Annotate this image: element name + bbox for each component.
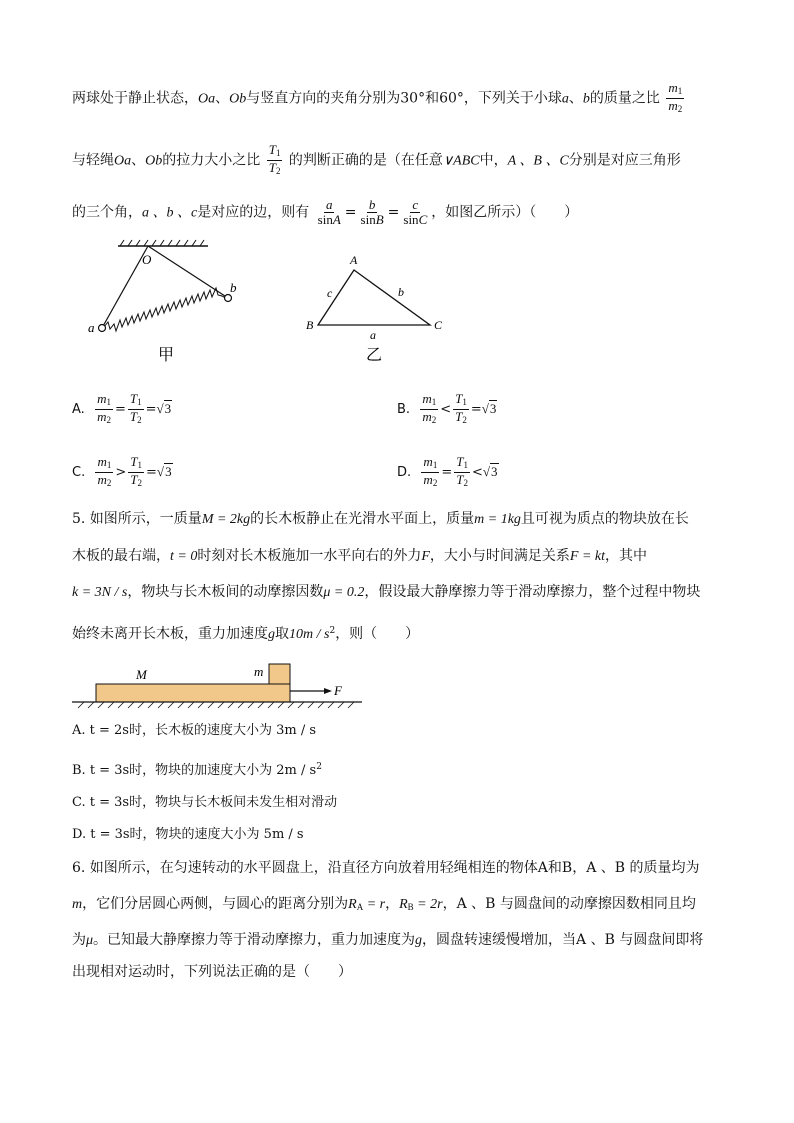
caption-jia: 甲	[158, 347, 175, 364]
label-a: a	[88, 320, 95, 335]
mass-ratio: $\frac{m_1}{m_2}$	[668, 80, 683, 114]
radius-b-sub: B	[407, 902, 414, 912]
text: 木板的最右端，	[72, 548, 170, 564]
option-label: D.	[397, 465, 412, 480]
text: ，大小与时间满足关系	[429, 548, 570, 564]
text: 的三个角，	[72, 204, 142, 221]
sqrt-value: 3	[164, 401, 172, 416]
force-relation: F = kt	[569, 549, 606, 564]
text: ，下列关于小球	[463, 90, 562, 107]
option-label: B.	[397, 402, 411, 417]
time-zero: t = 0	[170, 549, 198, 564]
option-a[interactable]: A. $\frac{m_1}{m_2}$ = $\frac{T_1}{T_2}$ =√3	[72, 391, 172, 425]
mass-block: m = 1kg	[474, 512, 521, 527]
law-of-sines-b: $\frac{b}{\sin B}$	[360, 197, 384, 227]
q6-line-4	[72, 961, 352, 983]
q5-option-a[interactable]	[72, 721, 316, 741]
text: ，物块与长木板间的动摩擦因数	[127, 584, 324, 600]
gravity-symbol: g	[268, 627, 275, 642]
rope-oa: Oa	[198, 91, 216, 107]
ball-a: a	[561, 91, 569, 107]
option-b[interactable]: B. $\frac{m_1}{m_2}$ < $\frac{T_1}{T_2}$ =√3	[397, 391, 497, 425]
q4-line-1: 两球处于静止状态，Oa、Ob与竖直方向的夹角分别为30°和60°，下列关于小球a、b的质量之比 $\frac{m_1}{m_2}$	[72, 80, 683, 114]
figure-yi	[300, 250, 460, 365]
text: 时刻对长木板施加一水平向右的外力	[197, 548, 422, 564]
vertex-c: C	[434, 318, 443, 332]
q5-line-4: 始终未离开长木板，重力加速度g取$10m / s^2$，则（ ）	[72, 626, 420, 642]
q5-option-c[interactable]	[72, 793, 337, 813]
gravity-symbol: g	[415, 933, 423, 948]
text: ，它们分居圆心两侧，与圆心的距离分别为	[82, 896, 349, 912]
force-f: F	[421, 549, 430, 564]
option-text: A. t = 2s时，长木板的速度大小为 3m / s	[72, 723, 317, 738]
q5-line-1	[72, 508, 689, 531]
q5-option-d[interactable]	[72, 825, 304, 845]
angle-60: 60°	[439, 90, 464, 107]
sqrt-value: 3	[491, 464, 498, 479]
radius-b-value: = 2r	[413, 897, 443, 912]
law-of-sines-a: $\frac{a}{\sin A}$	[317, 197, 341, 227]
text: 中，	[479, 152, 508, 169]
tension-ratio: $\frac{T_1}{T_2}$	[268, 142, 281, 176]
text: 分别是对应三角形	[568, 152, 681, 169]
rope-ob: Ob	[229, 91, 247, 107]
text: 的判断正确的是（在任意	[288, 152, 443, 169]
caption-yi: 乙	[366, 347, 383, 364]
figure-board-block	[72, 658, 372, 713]
q5-line-3	[72, 581, 700, 604]
text: 出现相对运动时，下列说法正确的是（ ）	[72, 964, 352, 980]
label-o: O	[142, 252, 152, 267]
text: 和	[425, 90, 440, 107]
vertex-a: A	[350, 253, 358, 267]
friction-coefficient: μ = 0.2	[323, 585, 365, 600]
ball-b: b	[582, 91, 590, 107]
text: 的质量之比	[589, 90, 660, 107]
angles-abc: A 、B 、C	[507, 153, 569, 169]
mass-symbol: m	[72, 897, 83, 912]
text: 与轻绳	[72, 152, 114, 169]
q6-line-1	[72, 857, 700, 879]
radius-a-sub: A	[356, 902, 364, 912]
text: 5. 如图所示，一质量	[72, 511, 202, 527]
option-text: C. t = 3s时，物块与长木板间未发生相对滑动	[72, 795, 338, 810]
label-block: m	[254, 664, 264, 679]
vertex-b: B	[306, 318, 314, 332]
side-b: b	[398, 285, 404, 299]
angle-30: 30°	[400, 90, 426, 107]
mu-symbol: μ	[86, 933, 94, 948]
label-force: F	[334, 683, 342, 698]
mass-board: M = 2kg	[201, 512, 251, 527]
figure-jia	[80, 238, 250, 368]
text: 6. 如图所示，在匀速转动的水平圆盘上，沿直径方向放着用轻绳相连的物体A和B，A 、B 的质量均为	[72, 860, 700, 876]
triangle-abc: ∨ABC	[442, 153, 480, 169]
sides-abc: a 、b 、c	[142, 205, 198, 221]
text: 与竖直方向的夹角分别为	[246, 90, 401, 107]
text: ，则（ ）	[335, 626, 420, 642]
text: 始终未离开长木板，重力加速度	[72, 626, 268, 642]
gravity-value: 10m / s	[289, 627, 330, 642]
rope-oa: Oa	[114, 153, 132, 169]
radius-a: R	[348, 897, 357, 912]
text: 且可视为质点的物块放在长	[520, 511, 689, 527]
law-of-sines-c: $\frac{c}{\sin C}$	[403, 197, 428, 227]
option-c[interactable]: C. $\frac{m_1}{m_2}$ > $\frac{T_1}{T_2}$ =√3	[72, 454, 172, 488]
text: ，A 、B 与圆盘间的动摩擦因数相同且均	[442, 896, 696, 912]
q5-option-b[interactable]: B. t = 3s时，物块的加速度大小为 $2m / s^2$	[72, 762, 322, 778]
sqrt-value: 3	[165, 464, 172, 479]
q6-line-3	[72, 929, 703, 952]
option-d[interactable]: D. $\frac{m_1}{m_2}$ = $\frac{T_1}{T_2}$ <√3	[397, 454, 498, 488]
text: ，假设最大静摩擦力等于滑动摩擦力，整个过程中物块	[364, 584, 701, 600]
radius-a-value: = r	[363, 897, 386, 912]
option-text: B. t = 3s时，物块的加速度大小为 2m / s	[72, 763, 317, 778]
side-a: a	[370, 328, 376, 342]
text: ，圆盘转速缓慢增加，当A 、B 与圆盘间即将	[422, 932, 704, 948]
option-label: A.	[72, 402, 85, 417]
text: 两球处于静止状态，	[72, 90, 198, 107]
option-label: C.	[72, 465, 86, 480]
text: 的拉力大小之比	[162, 152, 261, 169]
text: ，其中	[605, 548, 648, 564]
label-board: M	[136, 667, 147, 682]
q5-line-2	[72, 545, 647, 568]
text: 取	[275, 626, 289, 642]
sqrt-value: 3	[489, 401, 497, 416]
text: 的长木板静止在光滑水平面上，质量	[250, 511, 475, 527]
rope-ob: Ob	[145, 153, 163, 169]
text: ，如图乙所示）（ ）	[431, 204, 579, 221]
option-text: D. t = 3s时，物块的速度大小为 5m / s	[72, 827, 304, 842]
radius-b: R	[399, 897, 408, 912]
q6-line-2: m，它们分居圆心两侧，与圆心的距离分别为$R_A = r$，$R_B = 2r$，A 、B 与圆盘间的动摩擦因数相同且均	[72, 896, 696, 912]
side-c: c	[327, 286, 333, 300]
text: 是对应的边，则有	[197, 204, 310, 221]
q4-line-2: 与轻绳Oa、Ob的拉力大小之比 $\frac{T_1}{T_2}$ 的判断正确的是（在任意∨ABC中，A 、B 、C分别是对应三角形	[72, 142, 681, 176]
label-b: b	[230, 280, 237, 295]
q4-line-3: 的三个角，a 、b 、c是对应的边，则有 $\frac{a}{\sin A}$ = $\frac{b}{\sin B}$ = $\frac{c}{\sin C}$ ，如图乙所示）（ ）	[72, 197, 579, 227]
text: 为	[72, 932, 86, 948]
text: 。已知最大静摩擦力等于滑动摩擦力，重力加速度为	[93, 932, 416, 948]
k-value: k = 3N / s	[72, 585, 128, 600]
